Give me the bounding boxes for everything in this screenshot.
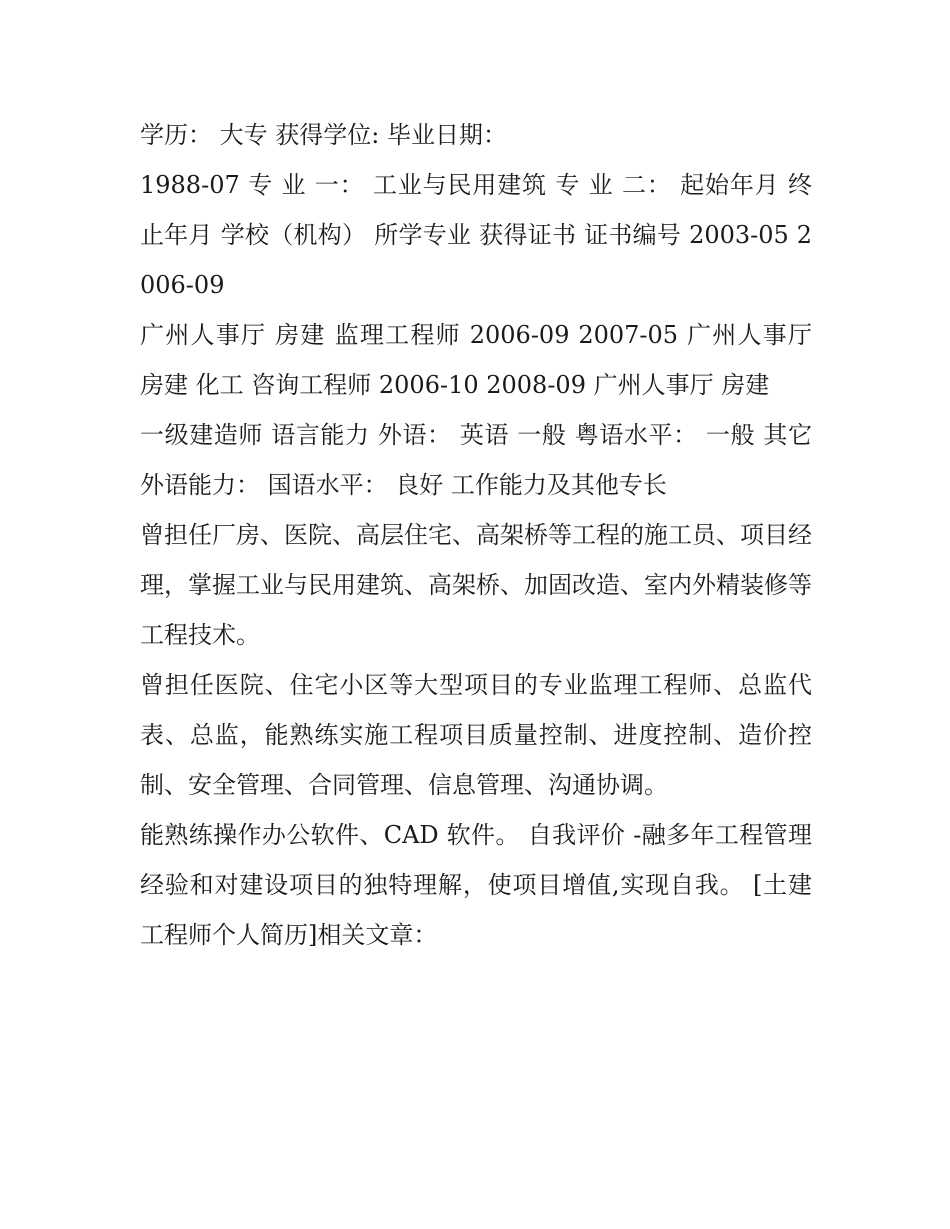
construction-experience-paragraph: 曾担任厂房、医院、高层住宅、高架桥等工程的施工员、项目经理，掌握工业与民用建筑、高架桥、加固改造、室内外精装修等工程技术。 xyxy=(140,521,812,649)
skills-and-self-evaluation-paragraph: 能熟练操作办公软件、CAD 软件。 自我评价 -融多年工程管理经验和对建设项目的独特理解，使项目增值,实现自我。 [土建工程师个人简历]相关文章： xyxy=(140,821,812,949)
major-and-certificates-paragraph: 1988-07 专 业 一： 工业与民用建筑 专 业 二： 起始年月 终止年月 学校（机构） 所学专业 获得证书 证书编号 2003-05 2006-09 xyxy=(140,171,812,299)
certificate-issuer-paragraph: 广州人事厅 房建 监理工程师 2006-09 2007-05 广州人事厅 房建 化工 咨询工程师 2006-10 2008-09 广州人事厅 房建 xyxy=(140,321,812,399)
supervision-experience-paragraph: 曾担任医院、住宅小区等大型项目的专业监理工程师、总监代表、总监，能熟练实施工程项目质量控制、进度控制、造价控制、安全管理、合同管理、信息管理、沟通协调。 xyxy=(140,671,812,799)
document-body xyxy=(140,110,812,960)
education-line: 学历： 大专 获得学位: 毕业日期： xyxy=(140,121,507,149)
language-ability-paragraph: 一级建造师 语言能力 外语： 英语 一般 粤语水平： 一般 其它外语能力： 国语水平： 良好 工作能力及其他专长 xyxy=(140,421,812,499)
